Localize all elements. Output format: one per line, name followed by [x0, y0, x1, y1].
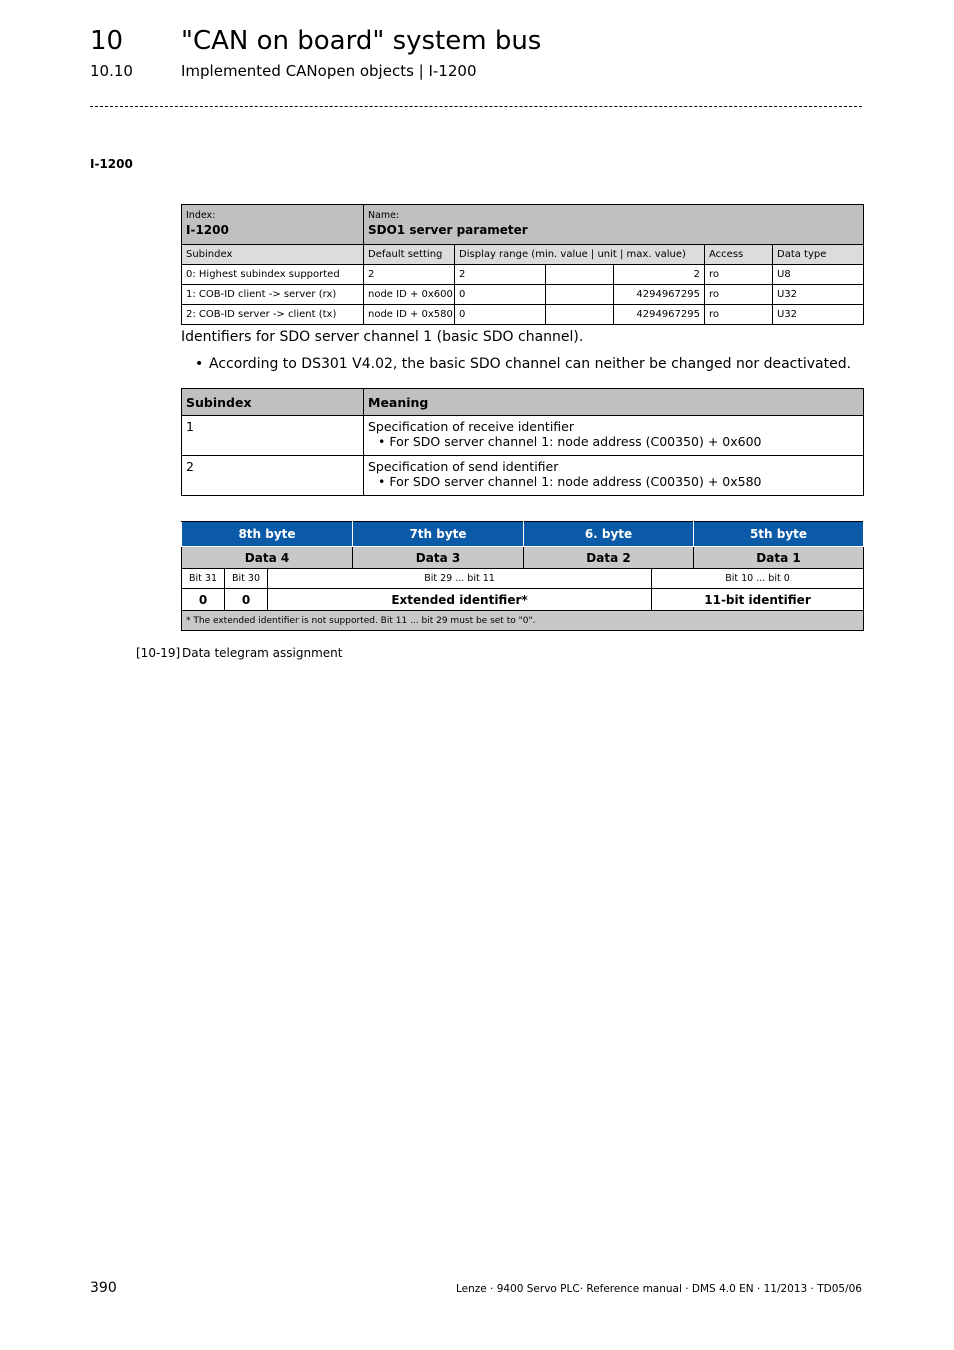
- chapter-title: "CAN on board" system bus: [181, 26, 542, 56]
- max-cell: 2: [614, 265, 705, 285]
- column-header: Meaning: [364, 389, 864, 416]
- meaning-cell: [364, 416, 864, 456]
- type-cell: U8: [773, 265, 864, 285]
- section-title: Implemented CANopen objects | I-1200: [181, 62, 477, 80]
- column-header: Display range (min. value | unit | max. value): [455, 245, 705, 265]
- data-header: Data 1: [694, 547, 864, 569]
- access-cell: ro: [705, 285, 773, 305]
- data-header: Data 4: [182, 547, 353, 569]
- page-number: 390: [90, 1280, 117, 1296]
- column-header: Subindex: [182, 245, 364, 265]
- name-cell: [364, 205, 864, 245]
- value-cell: 0: [225, 589, 268, 611]
- byte-assignment-table: [181, 521, 864, 631]
- subindex-cell: 2: [182, 456, 364, 496]
- bit-cell: Bit 31: [182, 569, 225, 589]
- byte-header: 8th byte: [182, 522, 353, 547]
- table-row: [182, 305, 864, 325]
- unit-cell: [546, 265, 614, 285]
- index-value: I-1200: [186, 223, 229, 237]
- default-cell: 2: [364, 265, 455, 285]
- type-cell: U32: [773, 305, 864, 325]
- value-cell: 11-bit identifier: [652, 589, 864, 611]
- bit-cell: Bit 30: [225, 569, 268, 589]
- name-label: Name:: [368, 210, 400, 221]
- default-cell: node ID + 0x600: [364, 285, 455, 305]
- type-cell: U32: [773, 285, 864, 305]
- bit-cell: Bit 10 ... bit 0: [652, 569, 864, 589]
- section-number: 10.10: [90, 62, 133, 80]
- caption-number: [10-19]: [136, 646, 181, 660]
- meaning-detail: [368, 474, 859, 489]
- subindex-cell: 2: COB-ID server -> client (tx): [182, 305, 364, 325]
- footer-text: Lenze · 9400 Servo PLC· Reference manual · DMS 4.0 EN · 11/2013 · TD05/06: [455, 1283, 862, 1295]
- access-cell: ro: [705, 265, 773, 285]
- max-cell: 4294967295: [614, 305, 705, 325]
- meaning-table: [181, 388, 864, 496]
- column-header: Default setting: [364, 245, 455, 265]
- parameter-table: [181, 204, 864, 325]
- description-paragraph: Identifiers for SDO server channel 1 (basic SDO channel).: [181, 329, 584, 345]
- table-row: [182, 265, 864, 285]
- meaning-text: Specification of receive identifier: [368, 419, 574, 434]
- column-header: Access: [705, 245, 773, 265]
- index-label: Index:: [186, 210, 216, 221]
- subindex-cell: 1: [182, 416, 364, 456]
- bullet-icon: •: [195, 356, 204, 372]
- byte-header: 6. byte: [524, 522, 694, 547]
- chapter-number: 10: [90, 26, 124, 56]
- bullet-icon: •: [378, 434, 390, 449]
- meaning-detail: [368, 434, 859, 449]
- index-cell: [182, 205, 364, 245]
- name-value: SDO1 server parameter: [368, 223, 528, 237]
- table-row: [182, 456, 864, 496]
- bullet-text: According to DS301 V4.02, the basic SDO channel can neither be changed nor deactivated.: [209, 356, 852, 372]
- subindex-cell: 1: COB-ID client -> server (rx): [182, 285, 364, 305]
- data-header: Data 3: [353, 547, 524, 569]
- figure-caption: [136, 646, 342, 660]
- min-cell: 2: [455, 265, 546, 285]
- column-header: Subindex: [182, 389, 364, 416]
- default-cell: node ID + 0x580: [364, 305, 455, 325]
- column-header: Data type: [773, 245, 864, 265]
- access-cell: ro: [705, 305, 773, 325]
- max-cell: 4294967295: [614, 285, 705, 305]
- unit-cell: [546, 285, 614, 305]
- unit-cell: [546, 305, 614, 325]
- meaning-text: Specification of send identifier: [368, 459, 559, 474]
- object-heading: I-1200: [90, 157, 133, 171]
- value-cell: Extended identifier*: [268, 589, 652, 611]
- bullet-icon: •: [378, 474, 390, 489]
- bit-cell: Bit 29 ... bit 11: [268, 569, 652, 589]
- value-cell: 0: [182, 589, 225, 611]
- caption-text: Data telegram assignment: [182, 646, 343, 660]
- subindex-cell: 0: Highest subindex supported: [182, 265, 364, 285]
- table-footnote: * The extended identifier is not supported. Bit 11 ... bit 29 must be set to "0".: [182, 611, 864, 631]
- data-header: Data 2: [524, 547, 694, 569]
- min-cell: 0: [455, 285, 546, 305]
- table-row: [182, 416, 864, 456]
- meaning-detail-text: For SDO server channel 1: node address (C00350) + 0x580: [389, 474, 762, 489]
- bullet-item: [195, 356, 851, 372]
- meaning-detail-text: For SDO server channel 1: node address (C00350) + 0x600: [389, 434, 762, 449]
- byte-header: 5th byte: [694, 522, 864, 547]
- byte-header: 7th byte: [353, 522, 524, 547]
- min-cell: 0: [455, 305, 546, 325]
- table-row: [182, 285, 864, 305]
- header-divider: [90, 106, 862, 107]
- meaning-cell: [364, 456, 864, 496]
